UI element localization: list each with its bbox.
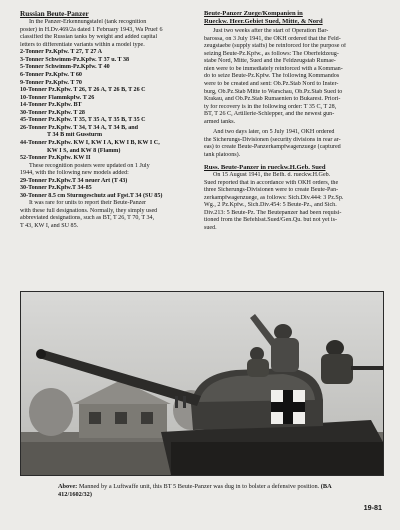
text-line: barossa, on 3 July 1941, the OKH ordered that the Feld- xyxy=(204,35,341,42)
section-heading-russian-beute-panzer: Russian Beute-Panzer xyxy=(20,9,89,18)
tank-designation-list xyxy=(20,49,197,162)
text-line: 1944, with the following new models added: xyxy=(20,170,129,177)
list-item: 44-Tonner Pz.Kpfw. KW I, KW I A, KW I B, KW I C, xyxy=(20,139,160,146)
text-line: three Sicherungs-Divisionen were to create Beute-Pan- xyxy=(204,187,339,194)
list-item: 45-Tonner Pz.Kpfw. T 35, T 35 A, T 35 B, T 35 C xyxy=(20,117,146,124)
text-line: eas) to create Beute-Panzerkampfwagenzuege (captured xyxy=(204,144,341,151)
list-item: 10-Tonner Pz.Kpfw. T 26, T 26 A, T 26 B, T 26 C xyxy=(20,87,146,94)
list-item: T 34 B mit Gussturm xyxy=(47,132,103,139)
text-line: BT, T 26 C, Artillerie-Schlepper, and the newest gun- xyxy=(204,111,335,118)
text-line: Div.213: 5 Beute-Pz. The Beutepanzer had been requisi- xyxy=(204,209,342,216)
list-item: 26-Tonner Pz.Kpfw. T 34, T 34 A, T 34 B, and xyxy=(20,124,139,131)
paragraph-sued-report xyxy=(204,172,382,232)
text-line: zerkampfwagenzuege, as follows: Sich.Div.444: 3 Pz.Sp. xyxy=(204,194,344,201)
text-line: In the Panzer-Erkennungstafel (tank recognition xyxy=(29,19,147,26)
text-line: And two days later, on 5 July 1941, OKH ordered xyxy=(213,129,335,136)
list-item: 5-Tonner Schwimm-Pz.Kpfw. T 40 xyxy=(20,64,110,71)
text-line: zeugstaebe (supply staffs) be reinforced for the purpose of xyxy=(204,43,347,50)
text-line: These recognition posters were updated on 1 July xyxy=(29,162,150,169)
text-line: the Sicherungs-Divisionen (security divisions in rear ar- xyxy=(204,136,341,143)
text-line: It was rare for units to report their Beute-Panzer xyxy=(29,200,147,207)
text-line: Just two weeks after the start of Operation Bar- xyxy=(213,28,329,35)
text-line: Wg., 2 Pz.Kpfw., Sich.Div.454: 5 Beute-Pz., and Sich. xyxy=(204,202,337,209)
right-column xyxy=(204,10,382,232)
text-line: sued. xyxy=(204,224,217,231)
list-item: 14-Tonner Pz.Kpfw. BT xyxy=(20,102,82,109)
paragraph-barbarossa xyxy=(204,28,382,126)
caption-reference: (BA 412/1602/32) xyxy=(58,483,332,498)
list-item: 30-Tonner 8.5 cm Sturmgeschutz auf Fgst.T 34 (SU 85) xyxy=(20,192,163,199)
text-line: Krakau, and Ob.Pz.Stab Rumaenien to Bukarest. Priori- xyxy=(204,96,341,103)
list-item: KW I S, and KW 8 (Flamm) xyxy=(47,147,121,154)
update-paragraph xyxy=(20,163,197,178)
intro-paragraph xyxy=(20,19,197,49)
paragraph-sicherungs-divisionen xyxy=(204,129,382,159)
text-line: do to seize Beute-Pz.Kpfw. The following Kommandos xyxy=(204,73,340,80)
designation-paragraph xyxy=(20,200,197,230)
caption-lead: Above: xyxy=(58,483,78,490)
caption-text: Manned by a Luftwaffe unit, this BT 5 Beute-Panzer was dug in to bolster a defensive position. xyxy=(77,483,320,490)
text-line: nien were to be immediately reinforced with a Komman- xyxy=(204,65,343,72)
photo-caption xyxy=(58,483,358,499)
left-column xyxy=(20,10,197,231)
text-line: stabe Nord, Mitte, Sued and the Feldzeugstab Rumae- xyxy=(204,58,336,65)
list-item: 10-Tonner Flammkpfw. T 26 xyxy=(20,94,95,101)
text-line: classified the Russian tanks by weight and added capital xyxy=(20,34,158,41)
text-line: ty for recovery is in the following order: T 35 C, T 28, xyxy=(204,103,337,110)
heading-line: Rueckw. Heer.Gebiet Sued, Mitte, & Nord xyxy=(204,17,323,25)
text-line: Sued reported that in accordance with OKH orders, the xyxy=(204,179,339,186)
subsection-heading-sued: Russ. Beute-Panzer in rueckw.H.Geb. Sued xyxy=(204,164,326,172)
list-item: 29-Tonner Pz.Kpfw.T 34 neuer Art (T 43) xyxy=(20,177,128,184)
section-heading-beute-panzer-zuege xyxy=(204,10,382,25)
text-line: tank platoons). xyxy=(204,151,241,158)
text-line: poster) in H.Dv.469/2a dated 1 February 1943, Wa Pruef 6 xyxy=(20,26,163,33)
text-line: burg, Ob.Pz.Stab Mitte to Warschau, Ob.Pz.Stab Sued to xyxy=(204,88,343,95)
photo-illustration xyxy=(21,292,383,475)
text-line: armed tanks. xyxy=(204,118,236,125)
list-item: 52-Tonner Pz.Kpfw. KW II xyxy=(20,155,91,162)
page-number: 19-81 xyxy=(363,503,382,512)
list-item: 2-Tonner Pz.Kpfw. T 27, T 27 A xyxy=(20,49,103,56)
text-line: letters to differentiate variants within a model type. xyxy=(20,41,145,48)
tank-photograph xyxy=(20,291,384,476)
list-item: 30-Tonner Pz.Kpfw. T 28 xyxy=(20,109,85,116)
text-line: T 43, KW I, and SU 85. xyxy=(20,222,79,229)
list-item: 3-Tonner Schwimm-Pz.Kpfw. T 37 u. T 38 xyxy=(20,56,130,63)
text-line: On 15 August 1941, the Befh. d. rueckw.H.Geb. xyxy=(213,172,331,179)
list-item: 6-Tonner Pz.Kpfw. T 60 xyxy=(20,72,82,79)
text-line: seizing Beute-Pz.Kpfw., as follows: The Oberfeldzeug- xyxy=(204,50,339,57)
text-line: tioned from the Befehlsst.Sued/Gen.Qu. but not yet is- xyxy=(204,217,338,224)
text-line: abbreviated designations, such as BT, T 26, T 70, T 34, xyxy=(20,215,155,222)
list-item: 9-Tonner Pz.Kpfw. T 70 xyxy=(20,79,82,86)
heading-line: Beute-Panzer Zuege/Kompanien in xyxy=(204,10,303,17)
text-line: with these full designations. Normally, they simply used xyxy=(20,207,158,214)
text-line: were to be created and sent: Ob.Pz.Stab Nord to Inster- xyxy=(204,81,339,88)
list-item: 30-Tonner Pz.Kpfw.T 34-85 xyxy=(20,185,92,192)
new-models-list xyxy=(20,178,197,201)
